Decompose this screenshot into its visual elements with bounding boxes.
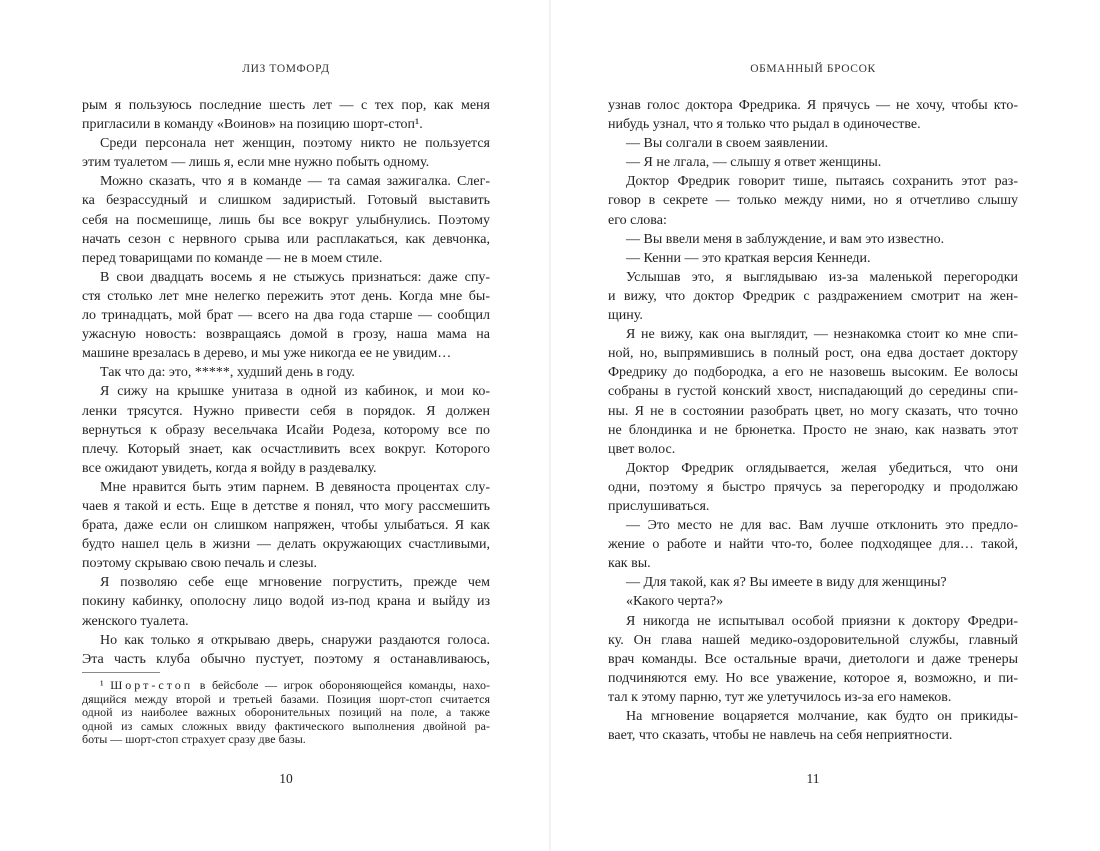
text-line: собраны в густой конский хвост, ниспадающий до середины спи- <box>608 384 1018 400</box>
page-number: 10 <box>279 771 293 786</box>
text-line: — Для такой, как я? Вы имеете в виду для женщины? <box>626 575 947 591</box>
text-line: женского туалета. <box>82 613 189 629</box>
text-line: подчиняются ему. Но все уважение, которое я, возможно, и пи- <box>608 670 1018 686</box>
right-page <box>551 0 1100 851</box>
paragraph <box>82 268 490 363</box>
text-line: Среди персонала нет женщин, поэтому никто не пользуется <box>100 136 490 152</box>
footnote-line <box>82 679 490 693</box>
footnote-marker: ¹ <box>100 678 104 692</box>
text-line: ны. Я не в состоянии разобрать цвет, но могу сказать, что точно <box>608 403 1018 419</box>
text-line: одни, поэтому я быстро прячусь за перегородку и продолжаю <box>608 479 1018 495</box>
footnote-term: Шорт-стоп <box>110 678 194 692</box>
text-line: — Вы солгали в своем заявлении. <box>626 136 829 152</box>
footnote-line: дящийся между второй и третьей базами. Позиция шорт-стоп считается <box>82 691 490 706</box>
text-line: — Вы ввели меня в заблуждение, и вам это известно. <box>626 231 945 247</box>
page-body <box>82 96 490 669</box>
text-line: В свои двадцать восемь я не стыжусь признаться: даже спу- <box>100 269 490 285</box>
text-line: прислушиваться. <box>608 498 710 514</box>
text-line: будто нашел цель в жизни — делать окружающих счастливыми, <box>82 537 490 553</box>
text-line: тал к этому парню, тут же улетучилось из-за его намеков. <box>608 689 952 705</box>
paragraph <box>82 478 490 573</box>
paragraph <box>608 96 1018 134</box>
paragraph <box>608 268 1018 325</box>
text-line: нибудь узнал, что я только что рыдал в одиночестве. <box>608 117 921 133</box>
text-line: плечу. Который знает, как осчастливить всех вокруг. Которого <box>82 441 490 457</box>
text-line: Но как только я открываю дверь, снаружи раздаются голоса. <box>100 632 490 648</box>
running-header-title: ОБМАННЫЙ БРОСОК <box>750 63 876 75</box>
text-line: Я никогда не испытывал особой приязни к доктору Фредри- <box>626 613 1018 629</box>
text-line: жение о работе и найти что-то, более подходящее для… такой, <box>608 537 1018 553</box>
text-line: На мгновение воцаряется молчание, как будто он прикиды- <box>626 709 1018 724</box>
text-line: ку. Он глава нашей медико-оздоровительной службы, главный <box>608 632 1018 648</box>
text-line: цвет волос. <box>608 441 676 457</box>
paragraph <box>82 363 490 382</box>
text-line: Я не вижу, как она выглядит, — незнакомка стоит ко мне спи- <box>626 327 1018 343</box>
text-line: себя на посмешище, лишь бы все вокруг улыбнулись. Поэтому <box>82 212 490 228</box>
text-line: стя столько лет мне нелегко пережить этот день. Когда мне бы- <box>82 288 490 304</box>
footnote <box>82 679 490 747</box>
text-line: ной, но, выпрямившись в полный рост, она едва достает доктору <box>608 346 1018 362</box>
footnote-text: в бейсболе — игрок обороняющейся команды, нахо- <box>199 678 491 692</box>
text-line: ленки трясутся. Нужно привести себя в порядок. Я должен <box>82 403 490 419</box>
paragraph <box>608 325 1018 459</box>
text-line: вает, что сказать, чтобы не навлечь на себя неприятности. <box>608 728 953 744</box>
text-line: ка безрассудный и слишком задиристый. Готовый выставить <box>82 193 490 209</box>
paragraph <box>608 249 1018 268</box>
text-line: Так что да: это, *****, худший день в году. <box>100 365 355 381</box>
text-line: начать сезон с нервного срыва или расплакаться, как девчонка, <box>82 231 490 247</box>
text-line: рым я пользуюсь последние шесть лет — с тех пор, как меня <box>82 98 490 113</box>
text-line: этим туалетом — лишь я, если мне нужно побыть одному. <box>82 155 430 171</box>
text-line: врач команды. Все остальные врачи, диетологи и даже тренеры <box>608 651 1018 667</box>
text-line: узнав голос доктора Фредрика. Я прячусь — не хочу, чтобы кто- <box>608 98 1018 113</box>
text-line: Я позволяю себе еще мгновение погрустить, прежде чем <box>100 575 490 591</box>
paragraph <box>608 707 1018 745</box>
text-line: — Это место не для вас. Вам лучше отклонить это предло- <box>626 518 1018 534</box>
text-line: — Кенни — это краткая версия Кеннеди. <box>626 250 871 266</box>
paragraph <box>82 134 490 172</box>
paragraph <box>608 153 1018 172</box>
paragraph <box>82 382 490 477</box>
text-line: его слова: <box>608 212 667 228</box>
text-line: Доктор Фредрик говорит тише, пытаясь сохранить этот раз- <box>626 174 1018 190</box>
text-line: Услышав это, я выглядываю из-за маленькой перегородки <box>626 269 1018 285</box>
paragraph <box>608 612 1018 707</box>
text-line: пригласили в команду «Воинов» на позицию шорт-стоп¹. <box>82 117 423 133</box>
left-page <box>0 0 549 851</box>
text-line: Эта часть клуба обычно пустует, поэтому я останавливаюсь, <box>82 651 490 667</box>
text-line: покину кабинку, ополосну лицо водой из-под крана и выйду из <box>82 594 490 610</box>
footnote-line: боты — шорт-стоп страхует сразу две базы. <box>82 732 306 747</box>
text-line: не блондинка и не брюнетка. Просто не знаю, как назвать этот <box>608 422 1018 438</box>
paragraph <box>608 459 1018 516</box>
text-line: ло тринадцать, мой брат — всего на два года старше — сообщил <box>82 308 490 324</box>
text-line: — Я не лгала, — слышу я ответ женщины. <box>626 155 882 171</box>
text-line: поэтому скрываю свою печаль и слезы. <box>82 556 318 572</box>
page-number: 11 <box>806 771 820 786</box>
text-line: и вижу, что доктор Фредрик с раздражением смотрит на жен- <box>608 288 1018 304</box>
paragraph <box>82 631 490 669</box>
text-line: Фредрику до подбородка, а его не назовешь высоким. Ее волосы <box>608 365 1018 381</box>
running-header-author: ЛИЗ ТОМФОРД <box>242 63 330 75</box>
text-line: Я сижу на крышке унитаза в одной из кабинок, и мои ко- <box>100 384 490 400</box>
paragraph <box>608 134 1018 153</box>
paragraph <box>82 172 490 267</box>
paragraph <box>608 172 1018 229</box>
text-line: Можно сказать, что я в команде — та самая зажигалка. Слег- <box>100 174 490 190</box>
text-line: как вы. <box>608 556 651 572</box>
page-body <box>608 96 1018 745</box>
footnote-line: одной из самых сложных ввиду фактического выполнения двойной ра- <box>82 718 490 733</box>
text-line: машине врезалась в дерево, и мы уже никогда ее не увидим… <box>82 346 452 362</box>
text-line: перед товарищами по команде — не в моем стиле. <box>82 250 383 266</box>
paragraph <box>82 573 490 630</box>
paragraph <box>608 573 1018 592</box>
paragraph <box>608 592 1018 611</box>
paragraph <box>608 230 1018 249</box>
text-line: щину. <box>608 308 643 324</box>
paragraph <box>608 516 1018 573</box>
footnote-divider <box>82 672 160 673</box>
text-line: чаев я такой и есть. Еще в детстве я понял, что могу рассмешить <box>82 498 490 514</box>
text-line: Мне нравится быть этим парнем. В девяноста процентах слу- <box>100 479 490 495</box>
text-line: вернуться к образу весельчака Исайи Родеза, которому все по <box>82 422 490 438</box>
text-line: «Какого черта?» <box>626 594 724 610</box>
text-line: ужасную новость: возвращаясь домой в грозу, наша мама на <box>82 327 490 343</box>
text-line: Доктор Фредрик оглядывается, желая убедиться, что они <box>626 460 1018 476</box>
text-line: все ожидают увидеть, когда я войду в раздевалку. <box>82 460 377 476</box>
paragraph <box>82 96 490 134</box>
text-line: говор в секрете — только между ними, но я отчетливо слышу <box>608 193 1018 209</box>
text-line: брата, даже если он слишком напряжен, чтобы улыбаться. Я как <box>82 518 490 534</box>
footnote-line: одной из наиболее важных оборонительных позиций на поле, а также <box>82 705 490 720</box>
